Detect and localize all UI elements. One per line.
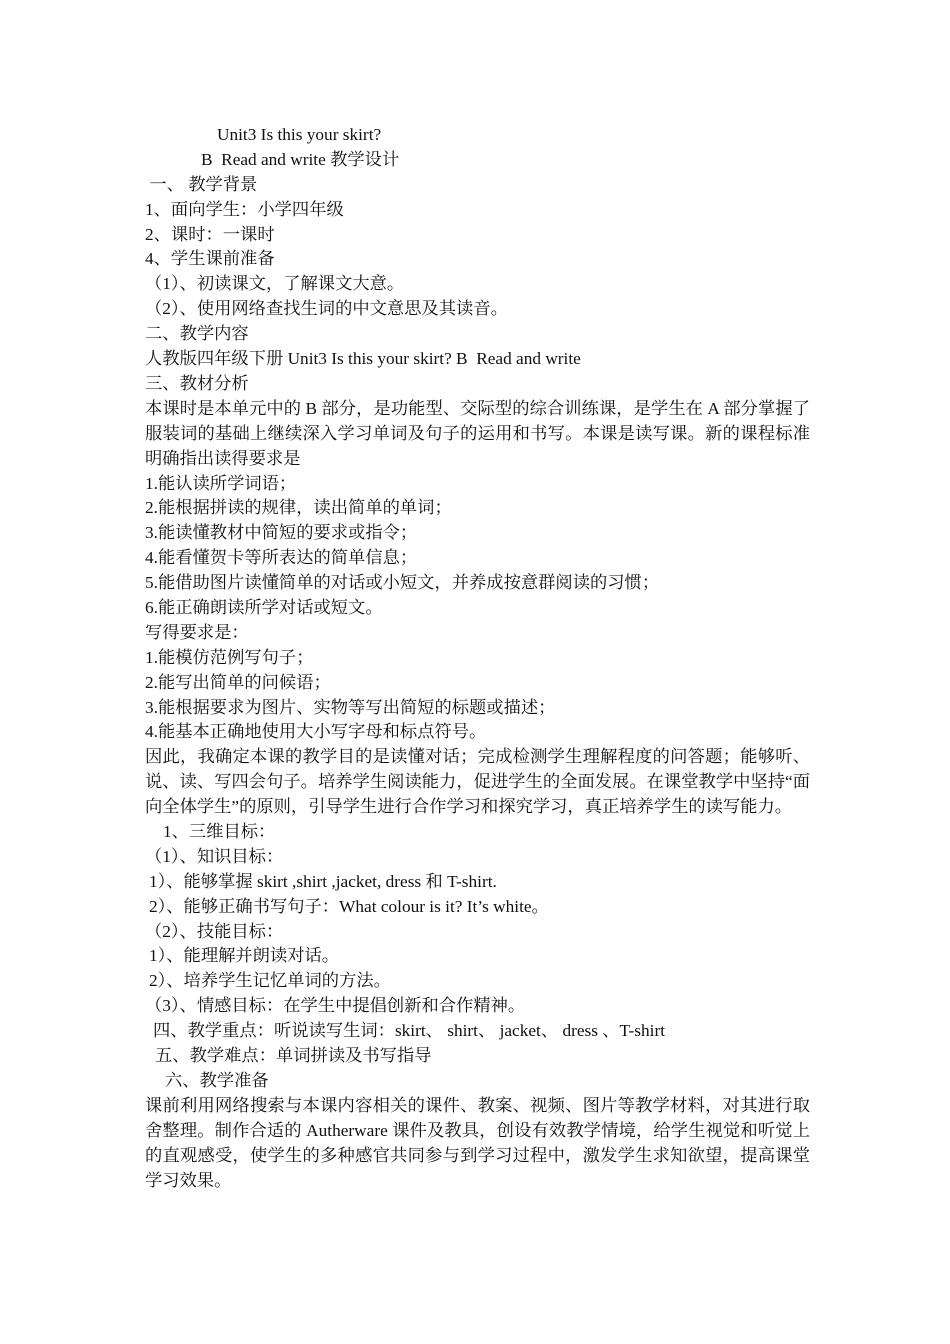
list-item: 3.能根据要求为图片、实物等写出简短的标题或描述； <box>145 697 556 717</box>
goal-item: （3）、情感目标：在学生中提倡创新和合作精神。 <box>145 996 526 1016</box>
section-heading-analysis: 三、教材分析 <box>145 373 249 393</box>
list-item: 4.能基本正确地使用大小写字母和标点符号。 <box>145 722 487 742</box>
goal-item: 2）、培养学生记忆单词的方法。 <box>149 971 391 991</box>
list-item: 2.能写出简单的问候语； <box>145 672 331 692</box>
text-line: 2、课时：一课时 <box>145 224 275 244</box>
section-heading-preparation: 六、教学准备 <box>165 1070 269 1090</box>
goals-heading: 1、三维目标： <box>163 822 276 842</box>
list-item: 1.能认读所学词语； <box>145 473 297 493</box>
document-body <box>145 123 810 1193</box>
title-line-1: Unit3 Is this your skirt? <box>217 125 382 144</box>
text-line: 4、学生课前准备 <box>145 249 275 269</box>
paragraph-analysis: 本课时是本单元中的 B 部分，是功能型、交际型的综合训练课，是学生在 A 部分掌握了服装词的基础上继续深入学习单词及句子的运用和书写。本课是读写课。新的课程标准明确指出读得要求是 <box>145 398 810 468</box>
text-line: 1、面向学生：小学四年级 <box>145 199 344 219</box>
section-heading-background: 一、 教学背景 <box>145 174 258 194</box>
paragraph-preparation: 课前利用网络搜索与本课内容相关的课件、教案、视频、图片等教学材料，对其进行取舍整理。制作合适的 Autherware 课件及教具，创设有效教学情境，给学生视觉和听觉上的直观感受，使学生的多种感官共同参与到学习过程中，激发学生求知欲望，提高课堂学习效果。 <box>145 1095 810 1190</box>
text-line: （1）、初读课文，了解课文大意。 <box>145 274 405 294</box>
list-item: 2.能根据拼读的规律，读出简单的单词； <box>145 498 452 518</box>
list-item: 5.能借助图片读懂简单的对话或小短文，并养成按意群阅读的习惯； <box>145 573 660 593</box>
list-item: 6.能正确朗读所学对话或短文。 <box>145 597 383 617</box>
text-line: 人教版四年级下册 Unit3 Is this your skirt? B Read and write <box>145 349 581 369</box>
title-line-2: B Read and write 教学设计 <box>201 149 400 169</box>
goal-item: （2）、技能目标： <box>145 921 284 941</box>
text-line: 写得要求是： <box>145 622 249 642</box>
goal-item: （1）、知识目标： <box>145 846 284 866</box>
paragraph-purpose: 因此，我确定本课的教学目的是读懂对话；完成检测学生理解程度的问答题；能够听、说、读、写四会句子。培养学生阅读能力，促进学生的全面发展。在课堂教学中坚持“面向全体学生”的原则，引导学生进行合作学习和探究学习，真正培养学生的读写能力。 <box>145 747 810 817</box>
list-item: 3.能读懂教材中简短的要求或指令； <box>145 523 418 543</box>
goal-item: 1）、能够掌握 skirt ,shirt ,jacket, dress 和 T-shirt. <box>149 871 497 891</box>
list-item: 4.能看懂贺卡等所表达的简单信息； <box>145 548 418 568</box>
section-heading-difficulties: 五、教学难点：单词拼读及书写指导 <box>155 1046 432 1066</box>
goal-item: 1）、能理解并朗读对话。 <box>149 946 340 966</box>
list-item: 1.能模仿范例写句子； <box>145 647 314 667</box>
section-heading-content: 二、教学内容 <box>145 324 249 344</box>
goal-item: 2）、能够正确书写句子：What colour is it? It’s white。 <box>149 896 549 916</box>
section-heading-key-points: 四、教学重点：听说读写生词：skirt、 shirt、 jacket、 dress 、T-shirt <box>153 1021 666 1041</box>
text-line: （2）、使用网络查找生词的中文意思及其读音。 <box>145 299 508 319</box>
